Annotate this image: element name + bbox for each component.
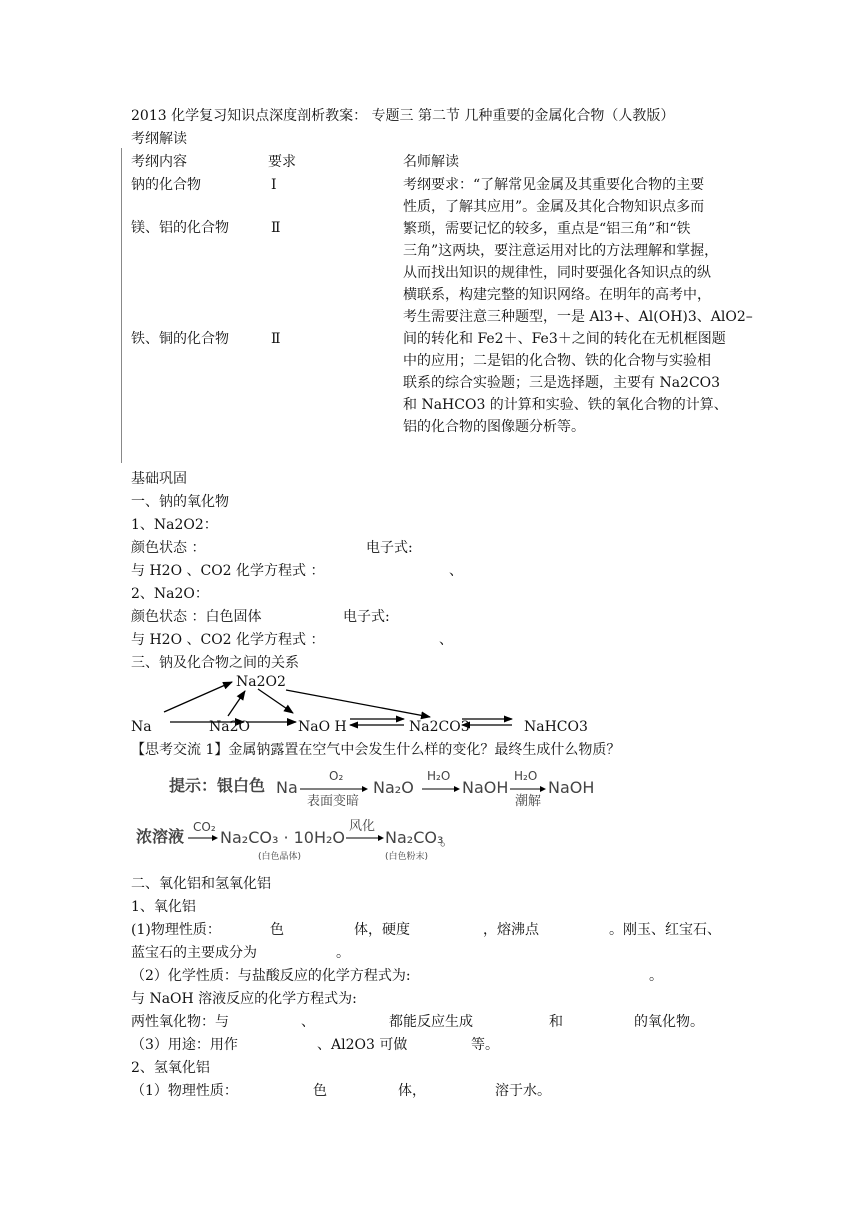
- hint-white-powder: (白色粉末): [385, 852, 429, 862]
- fill-line: 溶于水。: [495, 1083, 551, 1099]
- commentary-line: 横联系，构建完整的知识网络。在明年的高考中，: [403, 287, 711, 303]
- commentary-line: 考纲要求：“了解常见金属及其重要化合物的主要: [403, 177, 705, 193]
- hint-o2: O₂: [329, 769, 344, 783]
- subsection-heading: 1、Na2O2：: [131, 517, 218, 533]
- commentary-line: 三角”这两块，要注意运用对比的方法理解和掌握，: [403, 243, 719, 259]
- hint-naoh: NaOH: [548, 778, 595, 797]
- fill-line: (1)物理性质：: [131, 922, 221, 938]
- hint-surface: 表面变暗: [307, 794, 360, 809]
- hint-h2o: H₂O: [514, 769, 538, 783]
- commentary-line: 繁琐，需要记忆的较多，重点是“铝三角”和“铁: [403, 221, 691, 237]
- fill-line: （3）用途：用作: [131, 1037, 238, 1053]
- hint-label: 提示：银白色: [169, 776, 266, 795]
- hint-naoh: NaOH: [462, 778, 509, 797]
- fill-line: 颜色状态 ：白色固体: [131, 609, 262, 625]
- table-header-commentary: 名师解读: [403, 154, 459, 170]
- fill-line: ，熔沸点: [483, 922, 539, 938]
- commentary-line: 性质，了解其应用”。金属及其化合物知识点多而: [403, 199, 705, 215]
- fill-line: 。: [336, 945, 350, 961]
- commentary-line: 中的应用；二是铝的化合物、铁的化合物与实验相: [403, 353, 711, 369]
- hint-deliquescence: 潮解: [515, 794, 542, 809]
- fill-line: 与 NaOH 溶液反应的化学方程式为:: [131, 991, 357, 1007]
- fill-line: 的氧化物。: [634, 1014, 704, 1030]
- hint-hydrate: Na₂CO₃ · 10H₂O: [220, 828, 346, 847]
- commentary-line: 铝的化合物的图像题分析等。: [403, 419, 585, 435]
- fill-line: 与 H2O 、CO2 化学方程式 ：: [131, 632, 325, 648]
- fill-line: 与 H2O 、CO2 化学方程式 ：: [131, 563, 325, 579]
- fill-line: 蓝宝石的主要成分为: [131, 945, 257, 961]
- hint-na2co3: Na₂CO₃: [385, 828, 444, 847]
- fill-line: 色: [270, 922, 284, 938]
- fill-line: （1）物理性质：: [131, 1083, 238, 1099]
- node-na2o: Na2O: [209, 719, 250, 735]
- fill-line: 。刚玉、红宝石、: [609, 922, 721, 938]
- think-question: 【思考交流 1】金属钠露置在空气中会发生什么样的变化？最终生成什么物质？: [131, 742, 621, 758]
- section-heading: 二、氧化铝和氢氧化铝: [131, 876, 271, 892]
- subsection-heading: 2、氢氧化铝: [131, 1060, 210, 1076]
- commentary-line: 联系的综合实验题；三是选择题，主要有 Na2CO3: [403, 375, 721, 391]
- node-nahco3: NaHCO3: [524, 719, 588, 735]
- section-heading: 一、钠的氧化物: [131, 494, 229, 510]
- fill-line: （2）化学性质：与盐酸反应的化学方程式为:: [131, 968, 411, 984]
- commentary-line: 和 NaHCO3 的计算和实验、铁的氧化合物的计算、: [403, 397, 728, 413]
- commentary-line: 从而找出知识的规律性，同时要强化各知识点的纵: [403, 265, 711, 281]
- fill-line: 颜色状态 ：: [131, 540, 206, 556]
- hint-co2: CO₂: [193, 820, 216, 834]
- basics-heading: 基础巩固: [131, 471, 187, 487]
- fill-line: 两性氧化物：与: [131, 1014, 229, 1030]
- commentary-line: 间的转化和 Fe2＋、Fe3＋之间的转化在无机框图题: [403, 331, 726, 347]
- node-na2co3: Na2CO3: [409, 719, 470, 735]
- fill-line: 色: [313, 1083, 327, 1099]
- fill-line: 体，硬度: [354, 922, 410, 938]
- table-cell-content: 钠的化合物: [131, 177, 201, 193]
- page-title: 2013 化学复习知识点深度剖析教案： 专题三 第二节 几种重要的金属化合物（人教版）: [131, 108, 675, 124]
- hint-effloresce: 风化: [349, 819, 376, 834]
- fill-separator: 、: [439, 632, 453, 648]
- fill-line: 、: [301, 1014, 315, 1030]
- table-cell-content: 镁、铝的化合物: [131, 220, 229, 236]
- fill-line: 和: [549, 1014, 563, 1030]
- table-cell-content: 铁、铜的化合物: [131, 331, 229, 347]
- fill-line: 。: [649, 968, 663, 984]
- fill-line: 电子式:: [343, 609, 390, 625]
- fill-separator: 、: [449, 563, 463, 579]
- table-cell-level: Ⅱ: [271, 220, 281, 236]
- subsection-heading: 1、氧化铝: [131, 899, 196, 915]
- table-header-level: 要求: [268, 154, 296, 170]
- fill-line: 体，: [398, 1083, 426, 1099]
- hint-conc-solution: 浓溶液: [136, 827, 185, 846]
- fill-line: 等。: [471, 1037, 499, 1053]
- node-na: Na: [131, 719, 152, 735]
- fill-line: 都能反应生成: [389, 1014, 473, 1030]
- section-heading: 三、钠及化合物之间的关系: [131, 655, 299, 671]
- table-header-content: 考纲内容: [131, 154, 187, 170]
- table-cell-level: Ⅰ: [271, 177, 277, 193]
- fill-line: 、Al2O3 可做: [317, 1037, 408, 1053]
- hint-h2o: H₂O: [427, 769, 451, 783]
- hint-white-crystal: (白色晶体): [258, 852, 302, 862]
- hint-na: Na: [276, 778, 298, 797]
- node-na2o2: Na2O2: [236, 674, 286, 690]
- node-naoh: NaO H: [298, 719, 347, 735]
- fill-line: 电子式:: [366, 540, 413, 556]
- subsection-heading: 2、Na2O：: [131, 586, 209, 602]
- table-cell-level: Ⅱ: [271, 331, 281, 347]
- section-outline-heading: 考纲解读: [131, 131, 187, 147]
- commentary-line: 考生需要注意三种题型，一是 Al3+、Al(OH)3、AlO2–: [403, 309, 753, 325]
- hint-end: 。: [440, 831, 456, 849]
- hint-na2o: Na₂O: [373, 778, 414, 797]
